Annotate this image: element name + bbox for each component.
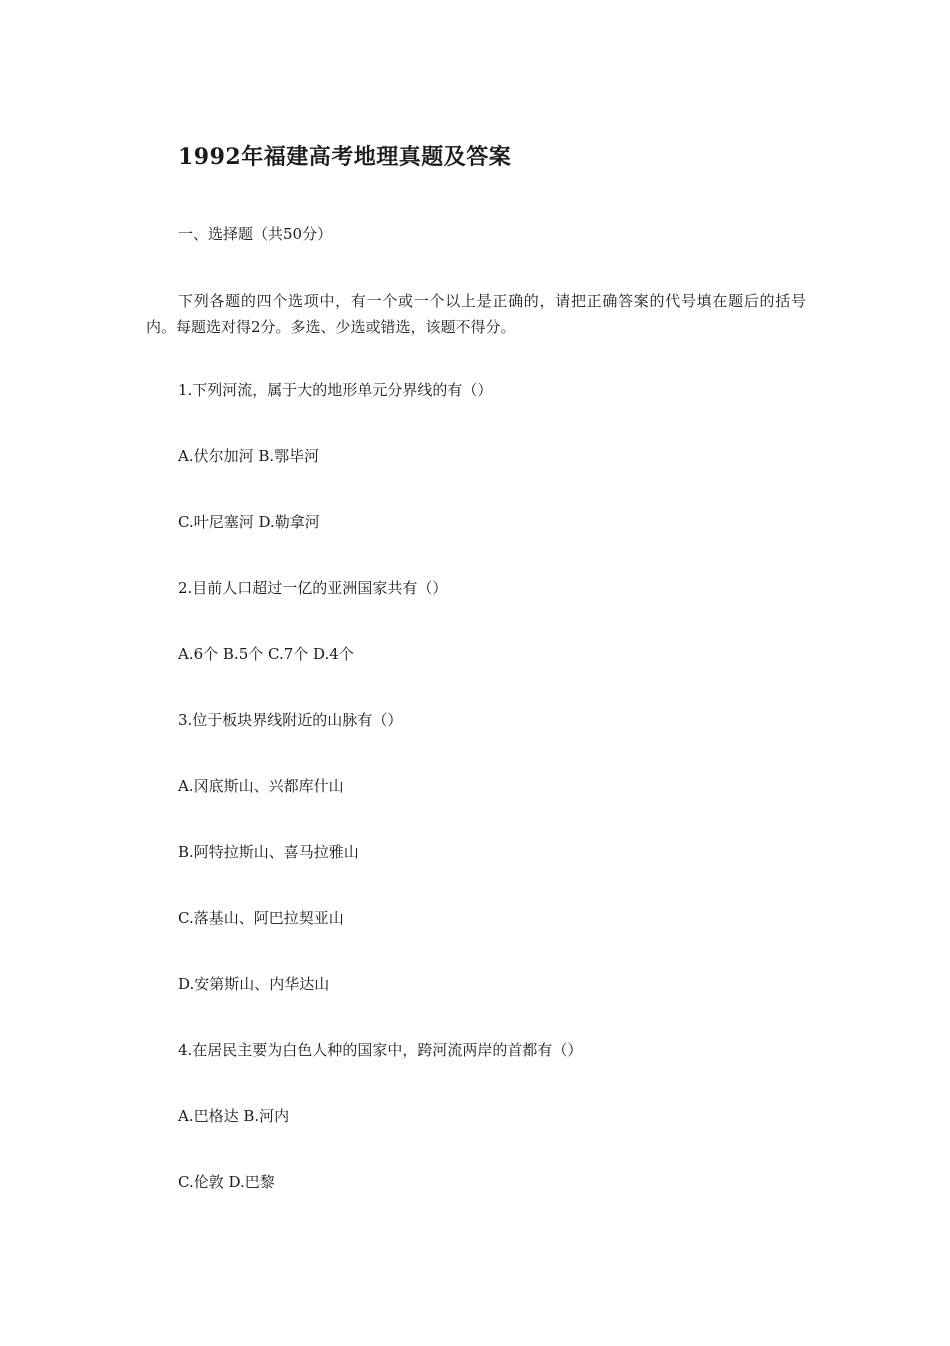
question-3-option-c: C.落基山、阿巴拉契亚山 [178, 909, 344, 927]
document-title: 1992年福建高考地理真题及答案 [178, 144, 512, 170]
question-1-options-ab: A.伏尔加河 B.鄂毕河 [178, 447, 320, 465]
question-2-options: A.6个 B.5个 C.7个 D.4个 [178, 645, 354, 663]
question-3-option-b: B.阿特拉斯山、喜马拉雅山 [178, 843, 359, 861]
instructions-paragraph: 下列各题的四个选项中，有一个或一个以上是正确的，请把正确答案的代号填在题后的括号内。每题选对得2分。多选、少选或错选，该题不得分。 [146, 292, 806, 336]
question-2: 2.目前人口超过一亿的亚洲国家共有（） [178, 579, 448, 597]
question-1: 1.下列河流，属于大的地形单元分界线的有（） [178, 381, 493, 399]
question-3: 3.位于板块界线附近的山脉有（） [178, 711, 403, 729]
section-heading: 一、选择题（共50分） [178, 225, 333, 243]
question-4: 4.在居民主要为白色人种的国家中，跨河流两岸的首都有（） [178, 1041, 583, 1059]
question-1-options-cd: C.叶尼塞河 D.勒拿河 [178, 513, 320, 531]
question-3-option-d: D.安第斯山、内华达山 [178, 975, 330, 993]
question-3-option-a: A.冈底斯山、兴都库什山 [178, 777, 344, 795]
question-4-options-cd: C.伦敦 D.巴黎 [178, 1173, 275, 1191]
question-4-options-ab: A.巴格达 B.河内 [178, 1107, 290, 1125]
